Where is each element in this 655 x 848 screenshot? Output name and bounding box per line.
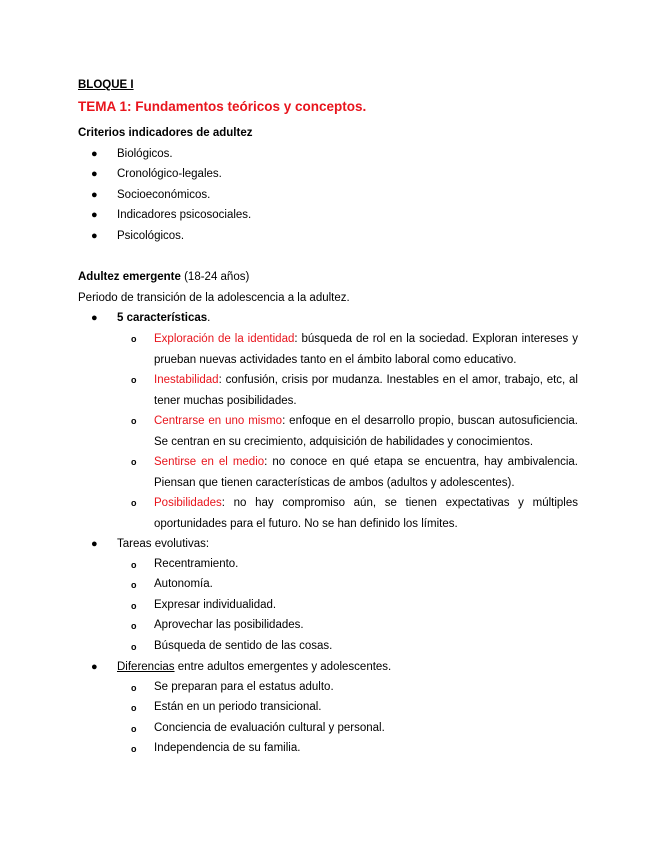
list-item: Recentramiento. <box>154 558 239 570</box>
list-item: Biológicos. <box>117 148 173 160</box>
list-item: Conciencia de evaluación cultural y personal. <box>154 722 385 734</box>
circle-bullet-icon: o <box>131 334 137 344</box>
bullet-icon: ● <box>91 189 98 201</box>
characteristic-item: Posibilidades: no hay compromiso aún, se tienen expectativas y múltiples oportunidades para el futuro. No se han definido los límites. <box>154 497 578 530</box>
tasks-heading: Tareas evolutivas: <box>117 538 210 550</box>
bullet-icon: ● <box>91 148 98 160</box>
list-item: Expresar individualidad. <box>154 599 277 611</box>
circle-bullet-icon: o <box>131 621 137 631</box>
circle-bullet-icon: o <box>131 416 137 426</box>
list-item: Se preparan para el estatus adulto. <box>154 681 334 693</box>
list-item: Aprovechar las posibilidades. <box>154 619 304 631</box>
circle-bullet-icon: o <box>131 375 137 385</box>
circle-bullet-icon: o <box>131 601 137 611</box>
bullet-icon: ● <box>91 209 98 221</box>
circle-bullet-icon: o <box>131 580 137 590</box>
list-item: Búsqueda de sentido de las cosas. <box>154 640 333 652</box>
circle-bullet-icon: o <box>131 498 137 508</box>
list-item: Indicadores psicosociales. <box>117 209 252 221</box>
circle-bullet-icon: o <box>131 744 137 754</box>
list-item: Psicológicos. <box>117 230 185 242</box>
circle-bullet-icon: o <box>131 642 137 652</box>
characteristics-heading: 5 características. <box>117 312 211 324</box>
circle-bullet-icon: o <box>131 703 137 713</box>
circle-bullet-icon: o <box>131 457 137 467</box>
list-item: Socioeconómicos. <box>117 189 211 201</box>
emerging-adulthood-heading <box>78 270 249 284</box>
circle-bullet-icon: o <box>131 560 137 570</box>
list-item: Están en un periodo transicional. <box>154 701 322 713</box>
topic-title: TEMA 1: Fundamentos teóricos y conceptos. <box>78 99 367 114</box>
circle-bullet-icon: o <box>131 683 137 693</box>
emerging-heading-range: (18-24 años) <box>184 271 250 283</box>
characteristic-item: Centrarse en uno mismo: enfoque en el desarrollo propio, buscan autosuficiencia. Se centran en su crecimiento, adquisición de habilidades y conocimientos. <box>154 415 578 448</box>
bullet-icon: ● <box>91 312 98 324</box>
characteristic-item: Sentirse en el medio: no conoce en qué etapa se encuentra, hay ambivalencia. Piensan que tienen características de ambos (adultos y adolescentes). <box>154 456 578 489</box>
list-item: Autonomía. <box>154 578 213 590</box>
list-item: Cronológico-legales. <box>117 168 222 180</box>
list-item: Independencia de su familia. <box>154 742 301 754</box>
bullet-icon: ● <box>91 538 98 550</box>
bullet-icon: ● <box>91 661 98 673</box>
emerging-definition: Periodo de transición de la adolescencia a la adultez. <box>78 292 350 304</box>
emerging-heading-title: Adultez emergente <box>78 271 181 283</box>
bullet-icon: ● <box>91 168 98 180</box>
characteristic-item: Inestabilidad: confusión, crisis por mudanza. Inestables en el amor, trabajo, etc, al tener muchas posibilidades. <box>154 374 578 407</box>
differences-heading: Diferencias entre adultos emergentes y adolescentes. <box>117 661 392 673</box>
circle-bullet-icon: o <box>131 724 137 734</box>
block-heading: BLOQUE I <box>78 79 134 91</box>
characteristic-item: Exploración de la identidad: búsqueda de rol en la sociedad. Exploran intereses y prueban nuevas actividades tanto en el ámbito laboral como educativo. <box>154 333 578 366</box>
bullet-icon: ● <box>91 230 98 242</box>
criteria-heading: Criterios indicadores de adultez <box>78 127 253 139</box>
